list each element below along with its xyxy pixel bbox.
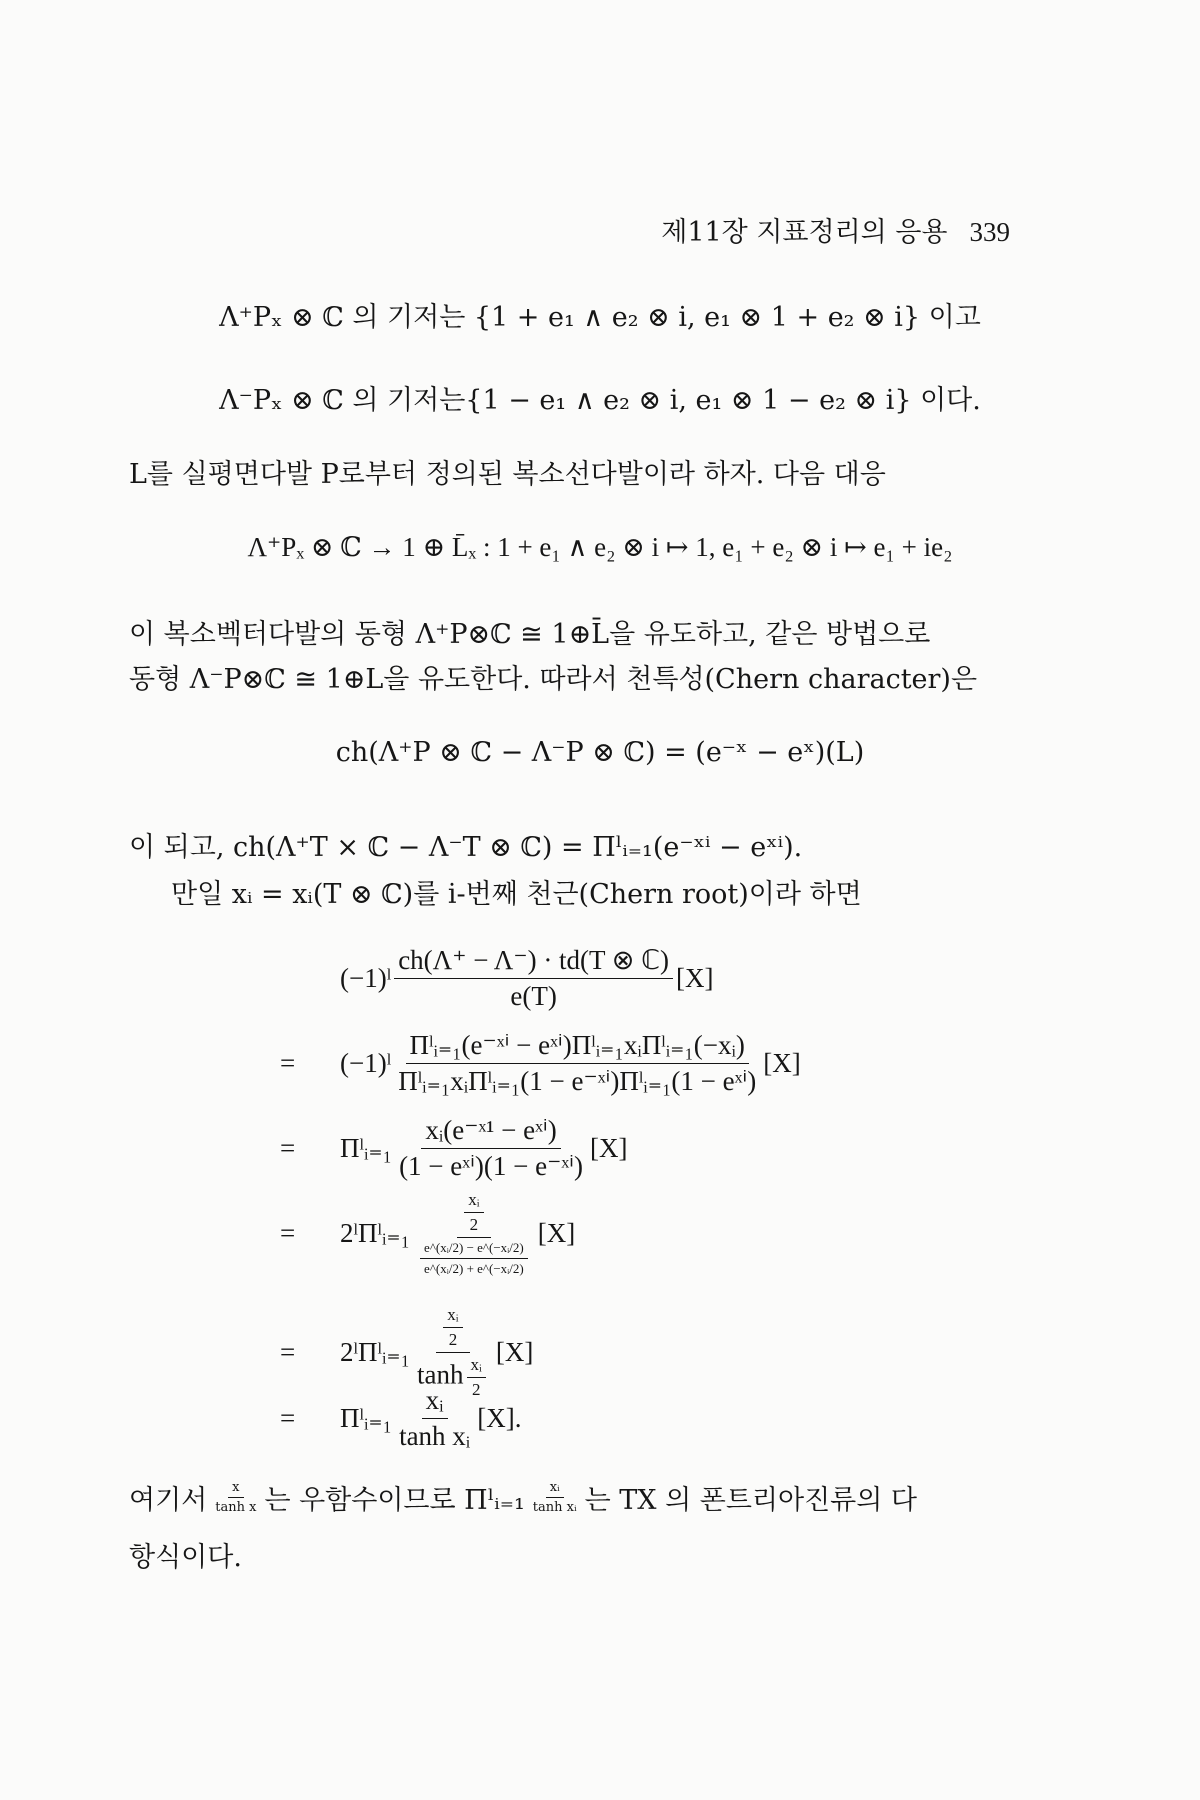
denominator: (1 − eˣⁱ)(1 − e⁻ˣⁱ) [399, 1151, 583, 1181]
fraction [211, 1480, 260, 1515]
equals-sign: = [280, 1218, 296, 1248]
equals-sign: = [280, 1048, 296, 1078]
prefix: Πˡᵢ₌₁ [340, 1133, 393, 1163]
isomorphism-line-2: 동형 Λ⁻P⊗ℂ ≅ 1⊕L을 유도한다. 따라서 천특성(Chern character)은 [129, 664, 978, 695]
define-L-line: L를 실평면다발 P로부터 정의된 복소선다발이라 하자. 다음 대응 [129, 459, 886, 490]
equals-sign: = [280, 1403, 296, 1433]
chern-root-line: 만일 xᵢ = xᵢ(T ⊗ ℂ)를 i-번째 천근(Chern root)이라 하면 [171, 879, 862, 910]
nested-fraction [420, 1240, 528, 1277]
prefix: (−1)ˡ [340, 963, 392, 993]
derivation-row [280, 1190, 575, 1277]
equals-sign: = [280, 1337, 296, 1367]
denominator: Πˡᵢ₌₁xᵢΠˡᵢ₌₁(1 − e⁻ˣⁱ)Πˡᵢ₌₁(1 − eˣⁱ) [398, 1066, 757, 1096]
conclusion-line-1 [129, 1478, 917, 1517]
basis-plus-line: Λ⁺Pₓ ⊗ ℂ 의 기저는 {1 + e₁ ∧ e₂ ⊗ i, e₁ ⊗ 1 + e₂ ⊗ i} 이고 [219, 302, 981, 333]
denominator: 2 [471, 1380, 481, 1399]
equals-sign: = [280, 1133, 296, 1163]
denominator: 2 [469, 1215, 479, 1234]
numerator: xᵢ [464, 1190, 483, 1213]
prefix: 2ˡΠˡᵢ₌₁ [340, 1337, 411, 1367]
becomes-line: 이 되고, ch(Λ⁺T × ℂ − Λ⁻T ⊗ ℂ) = Πˡᵢ₌₁(e⁻ˣⁱ − eˣⁱ). [129, 832, 803, 863]
derivation-row [280, 1030, 801, 1097]
numerator: Πˡᵢ₌₁(e⁻ˣⁱ − eˣⁱ)Πˡᵢ₌₁xᵢΠˡᵢ₌₁(−xᵢ) [406, 1030, 749, 1064]
prefix: 2ˡΠˡᵢ₌₁ [340, 1218, 411, 1248]
page-number: 339 [969, 217, 1010, 247]
isomorphism-line-1: 이 복소벡터다발의 동형 Λ⁺P⊗ℂ ≅ 1⊕L̄을 유도하고, 같은 방법으로 [129, 619, 931, 650]
map-equation: Λ⁺Pₓ ⊗ ℂ → 1 ⊕ L̄ₓ : 1 + e₁ ∧ e₂ ⊗ i ↦ 1, e₁ + e₂ ⊗ i ↦ e₁ + ie₂ [247, 532, 953, 562]
fraction [529, 1480, 581, 1515]
denominator: 2 [448, 1330, 458, 1349]
numerator: xᵢ [422, 1385, 448, 1419]
denominator: tanh x [215, 1500, 257, 1515]
chapter-title: 제11장 지표정리의 응용 [661, 217, 948, 248]
denominator: tanh xᵢ [399, 1421, 471, 1451]
fraction [395, 1115, 587, 1182]
prefix: Πˡᵢ₌₁ [340, 1403, 393, 1433]
denominator: e(T) [510, 981, 557, 1011]
suffix: [X]. [477, 1403, 522, 1433]
basis-minus-line: Λ⁻Pₓ ⊗ ℂ 의 기저는{1 − e₁ ∧ e₂ ⊗ i, e₁ ⊗ 1 − e₂ ⊗ i} 이다. [219, 385, 981, 416]
tanh-label: tanh [417, 1359, 464, 1390]
denominator: e^(xᵢ/2) + e^(−xᵢ/2) [424, 1261, 524, 1276]
numerator: x [228, 1480, 243, 1498]
denominator: tanh xᵢ [532, 1500, 577, 1515]
numerator: xᵢ [467, 1355, 486, 1378]
numerator: xᵢ(e⁻ˣ¹ − eˣⁱ) [421, 1115, 560, 1149]
running-header [661, 210, 1010, 249]
prefix: (−1)ˡ [340, 1048, 392, 1078]
half-fraction [464, 1190, 483, 1235]
text: 는 우함수이므로 Πˡᵢ₌₁ [264, 1485, 525, 1516]
fraction [394, 1030, 760, 1097]
suffix: [X] [537, 1218, 576, 1248]
text: 는 TX 의 폰트리아진류의 다 [584, 1485, 917, 1516]
conclusion-line-2: 항식이다. [129, 1542, 242, 1573]
derivation-row [280, 1115, 627, 1182]
fraction [394, 945, 673, 1012]
half-fraction [443, 1305, 462, 1350]
derivation-row [280, 945, 714, 1012]
numerator: xᵢ [546, 1480, 564, 1498]
chern-character-equation: ch(Λ⁺P ⊗ ℂ − Λ⁻P ⊗ ℂ) = (e⁻ˣ − eˣ)(L) [335, 737, 865, 768]
suffix: [X] [589, 1133, 628, 1163]
fraction [395, 1385, 474, 1452]
fraction [413, 1190, 535, 1277]
numerator: xᵢ [443, 1305, 462, 1328]
numerator: ch(Λ⁺ − Λ⁻) · td(T ⊗ ℂ) [394, 945, 673, 979]
text: 여기서 [129, 1485, 208, 1516]
numerator: e^(xᵢ/2) − e^(−xᵢ/2) [420, 1240, 528, 1259]
suffix: [X] [763, 1048, 801, 1078]
suffix: [X] [495, 1337, 534, 1367]
derivation-row [280, 1385, 521, 1452]
suffix: [X] [676, 963, 714, 993]
